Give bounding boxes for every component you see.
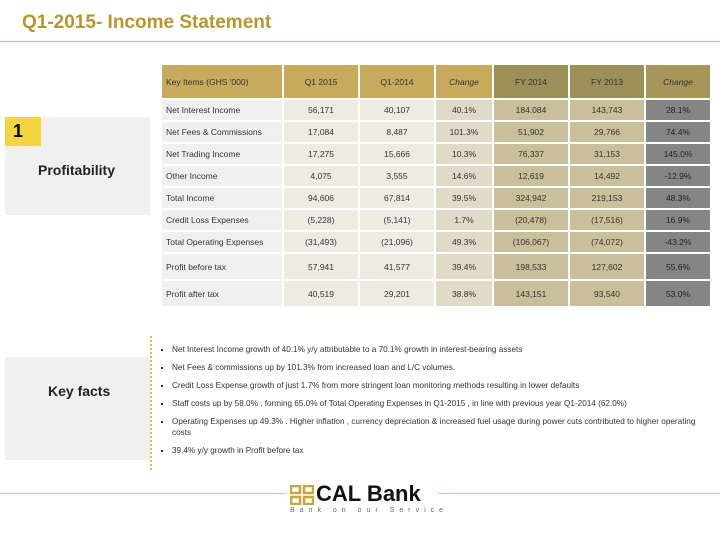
page-title: Q1-2015- Income Statement — [22, 12, 272, 33]
cell-value: 41,577 — [360, 254, 434, 279]
cell-value: 38.8% — [436, 281, 492, 306]
row-label: Total Operating Expenses — [162, 232, 282, 252]
cell-value: 40,519 — [284, 281, 358, 306]
income-table — [160, 63, 712, 308]
cell-value: 48.3% — [646, 188, 710, 208]
logo-name: CAL Bank — [316, 481, 421, 506]
column-header: FY 2013 — [570, 65, 644, 98]
cell-value: 55.6% — [646, 254, 710, 279]
cell-value: 56,171 — [284, 100, 358, 120]
cell-value: 8,487 — [360, 122, 434, 142]
cell-value: 14,492 — [570, 166, 644, 186]
table-row — [162, 100, 710, 120]
cell-value: 15,666 — [360, 144, 434, 164]
cell-value: 12,619 — [494, 166, 568, 186]
section-label: Profitability — [38, 162, 116, 178]
row-label: Net Fees & Commissions — [162, 122, 282, 142]
row-label: Credit Loss Expenses — [162, 210, 282, 230]
column-header: Q1-2014 — [360, 65, 434, 98]
cell-value: 101.3% — [436, 122, 492, 142]
key-facts-box — [150, 336, 700, 470]
fact-item: ▪ 39.4% y/y growth in Profit before tax — [172, 445, 700, 456]
table-row — [162, 281, 710, 306]
cell-value: 40,107 — [360, 100, 434, 120]
cell-value: 16.9% — [646, 210, 710, 230]
table-row — [162, 122, 710, 142]
fact-item: ▪ Credit Loss Expense growth of just 1.7% from more stringent loan monitoring methods resulting in lower defaults — [172, 380, 700, 391]
cell-value: (5,228) — [284, 210, 358, 230]
cell-value: (17,516) — [570, 210, 644, 230]
cell-value: 3,555 — [360, 166, 434, 186]
fact-item: ▪ Net Interest Income growth of 40.1% y/y attributable to a 70.1% growth in interest-bearing assets — [172, 344, 700, 355]
section-number: 1 — [5, 117, 41, 146]
cell-value: (106,067) — [494, 232, 568, 252]
column-header: Change — [646, 65, 710, 98]
cell-value: (5,141) — [360, 210, 434, 230]
cell-value: (31,493) — [284, 232, 358, 252]
cell-value: 28.1% — [646, 100, 710, 120]
row-label: Net Interest Income — [162, 100, 282, 120]
column-header: Q1 2015 — [284, 65, 358, 98]
cell-value: 198,533 — [494, 254, 568, 279]
cell-value: 74.4% — [646, 122, 710, 142]
cell-value: 10.3% — [436, 144, 492, 164]
cell-value: 31,153 — [570, 144, 644, 164]
cell-value: (20,478) — [494, 210, 568, 230]
cell-value: 57,941 — [284, 254, 358, 279]
logo-mark-icon — [290, 485, 314, 505]
cell-value: 324,942 — [494, 188, 568, 208]
row-label: Profit before tax — [162, 254, 282, 279]
row-label: Total Income — [162, 188, 282, 208]
cell-value: 1.7% — [436, 210, 492, 230]
cell-value: 145.0% — [646, 144, 710, 164]
cell-value: (21,096) — [360, 232, 434, 252]
cell-value: 184.084 — [494, 100, 568, 120]
row-label: Other Income — [162, 166, 282, 186]
fact-item: ▪ Staff costs up by 58.0% , forming 65.0% of Total Operating Expenses in Q1-2015 , in line with previous year Q1-2014 (62.0%) — [172, 398, 700, 409]
row-label: Profit after tax — [162, 281, 282, 306]
fact-item: ▪ Net Fees & commissions up by 101.3% from increased loan and L/C volumes. — [172, 362, 700, 373]
table-row — [162, 254, 710, 279]
key-facts-panel — [5, 357, 150, 460]
cell-value: 17,084 — [284, 122, 358, 142]
cell-value: 93,540 — [570, 281, 644, 306]
table-row — [162, 232, 710, 252]
cell-value: 143,743 — [570, 100, 644, 120]
cell-value: 14.6% — [436, 166, 492, 186]
table-row — [162, 210, 710, 230]
cell-value: 76,337 — [494, 144, 568, 164]
cell-value: 39.5% — [436, 188, 492, 208]
cell-value: 143,151 — [494, 281, 568, 306]
cell-value: -43.2% — [646, 232, 710, 252]
cell-value: 67,814 — [360, 188, 434, 208]
key-facts-label: Key facts — [48, 383, 111, 399]
cell-value: -12.9% — [646, 166, 710, 186]
logo-tagline: Bank on our Service — [290, 507, 449, 514]
cell-value: 4,075 — [284, 166, 358, 186]
fact-item: ▪ Operating Expenses up 49.3% . Higher inflation , currency depreciation & increased fuel usage during power cuts contributed to higher operating costs — [172, 416, 700, 438]
column-header: Change — [436, 65, 492, 98]
table-row — [162, 166, 710, 186]
cell-value: 51,902 — [494, 122, 568, 142]
cell-value: 127,602 — [570, 254, 644, 279]
cell-value: 29,766 — [570, 122, 644, 142]
column-header: FY 2014 — [494, 65, 568, 98]
cell-value: 219,153 — [570, 188, 644, 208]
cell-value: 29,201 — [360, 281, 434, 306]
cell-value: 53.0% — [646, 281, 710, 306]
cell-value: 17,275 — [284, 144, 358, 164]
row-label: Net Trading Income — [162, 144, 282, 164]
cell-value: 40.1% — [436, 100, 492, 120]
cell-value: 39.4% — [436, 254, 492, 279]
table-row — [162, 188, 710, 208]
cell-value: 94,606 — [284, 188, 358, 208]
cell-value: (74,072) — [570, 232, 644, 252]
column-header: Key Items (GHS '000) — [162, 65, 282, 98]
cell-value: 49.3% — [436, 232, 492, 252]
title-divider — [0, 41, 720, 42]
table-row — [162, 144, 710, 164]
